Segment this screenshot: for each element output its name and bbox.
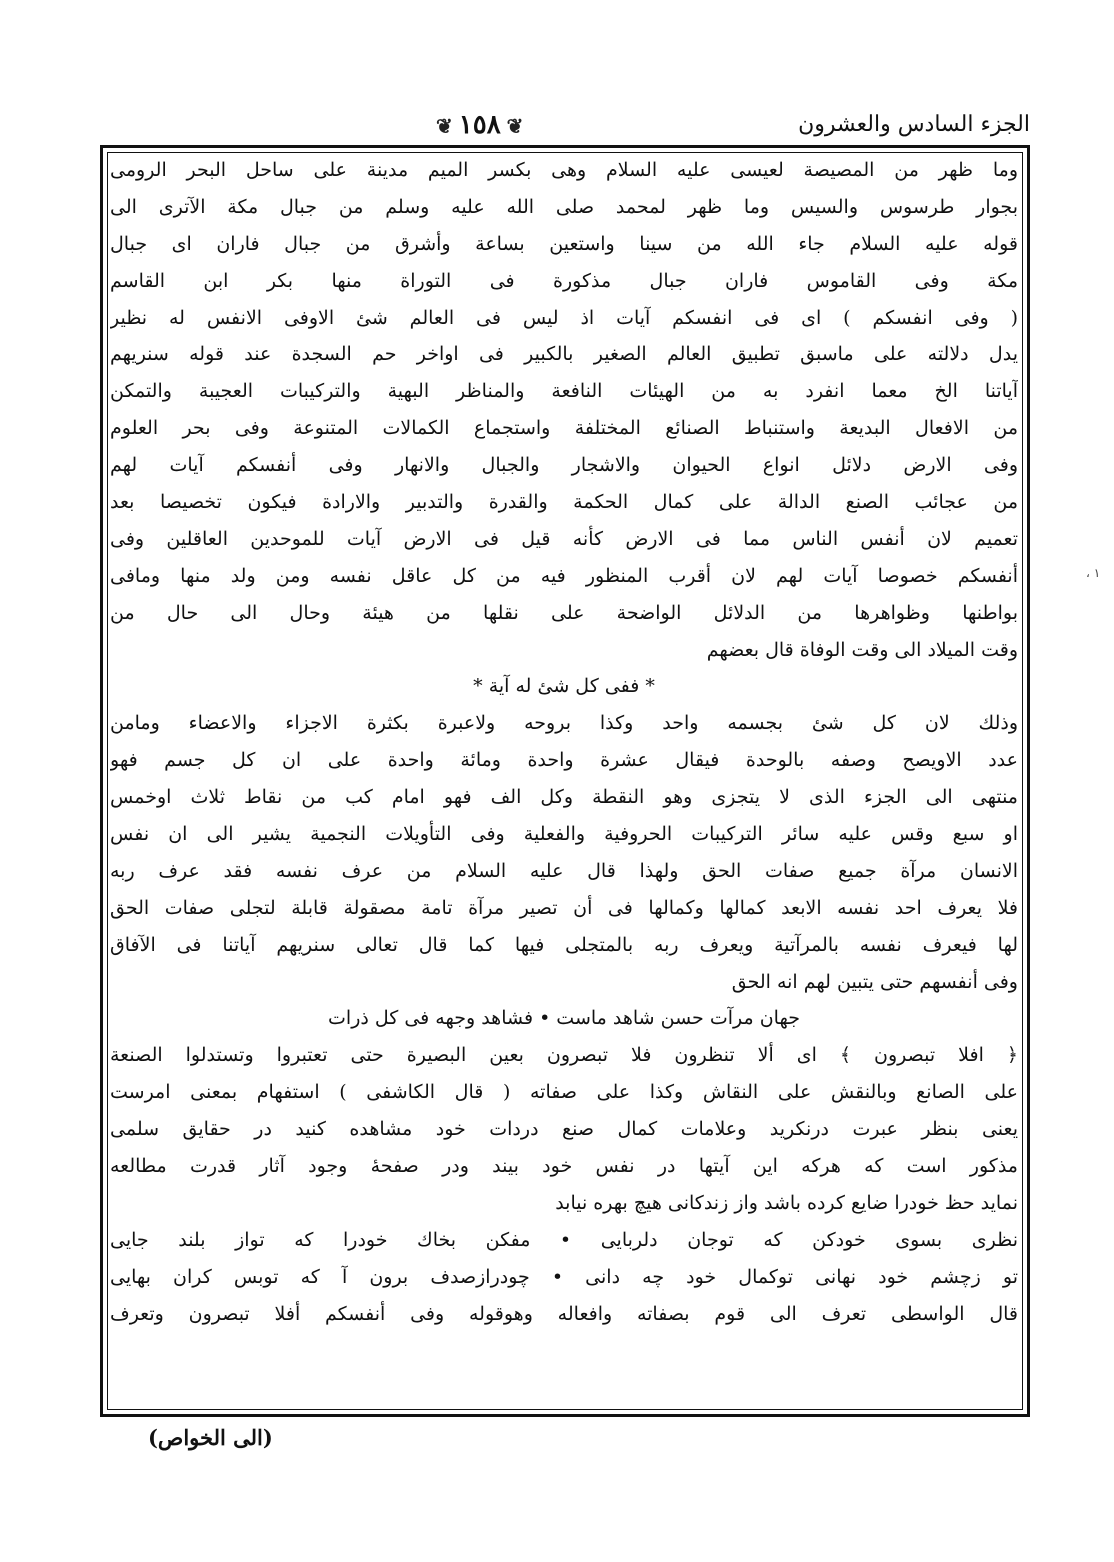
text-line: وقت الميلاد الى وقت الوفاة قال بعضهم	[706, 638, 1018, 661]
text-line: وفى أنفسهم حتى يتبين لهم انه الحق	[731, 970, 1018, 993]
ornament-left-icon: ❦	[436, 114, 453, 138]
text-line: لها فيعرف نفسه بالمرآتية ويعرف ربه بالمتجلى فيها كما قال تعالى سنريهم آياتنا فى الآفاق	[110, 933, 1018, 956]
text-line: يعنى بنظر عبرت درنكريد وعلامات كمال صنع دردات خود مشاهده كنيد در حقايق سلمى	[110, 1118, 1018, 1141]
text-line: من الافعال البديعة واستنباط الصنائع المختلفة واستجماع الكمالات المتنوعة وفى بحر العلوم	[110, 417, 1018, 440]
text-line: قوله عليه السلام جاء الله من سينا واستعين بساعة وأشرق من جبال فاران اى جبال	[110, 232, 1018, 255]
text-line: الانسان مرآة جميع صفات الحق ولهذا قال عليه السلام من عرف نفسه فقد عرف ربه	[110, 859, 1018, 882]
text-line: منتهى الى الجزء الذى لا يتجزى وهو النقطة وكل الف فهو امام كب من نقاط ثلاث اوخمس	[110, 786, 1018, 809]
page-number-value: ١٥٨	[458, 110, 501, 140]
edge-mark: ، ١	[1086, 566, 1101, 580]
catchword: (الى الخواص)	[148, 1425, 273, 1450]
text-line: تعميم لان أنفس الناس مما فى الارض كأنه قيل فى الارض آيات للموحدين العاقلين وفى	[110, 527, 1018, 550]
text-line: قال الواسطى تعرف الى قوم بصفاته وافعاله وهوقوله وفى أنفسكم أفلا تبصرون وتعرف	[110, 1302, 1018, 1325]
page-header	[100, 108, 1030, 144]
text-line: فلا يعرف احد نفسه الابعد كمالها وكمالها فى أن تصير مرآة تامة مصقولة قابلة لتجلى صفات الحق	[110, 896, 1018, 919]
text-line: وما ظهر من المصيصة لعيسى عليه السلام وهى بكسر الميم مدينة على ساحل البحر الرومى	[110, 159, 1018, 181]
text-line: نمايد حظ خودرا ضايع كرده باشد واز زندكانى هيچ بهره نيابد	[555, 1191, 1018, 1214]
text-line: على الصانع وبالنقش على النقاش وكذا على صفاته ( قال الكاشفى ) استفهام بمعنى امرست	[110, 1081, 1018, 1104]
verse-line: * ففى كل شئ له آية *	[473, 675, 655, 698]
text-line: ( وفى انفسكم ) اى فى انفسكم آيات اذ ليس فى العالم شئ الاوفى الانفس له نظير	[110, 306, 1018, 329]
text-line: بجوار طرسوس والسيس وما ظهر لمحمد صلى الله عليه وسلم من جبال مكة الآترى الى	[110, 195, 1018, 218]
text-line: وفى الارض دلائل انواع الحيوان والاشجار والجبال والانهار وفى أنفسكم آيات لهم	[110, 454, 1018, 477]
text-line: بواطنها وظواهرها من الدلائل الواضحة على نقلها من هيئة وحال الى حال من	[110, 601, 1018, 624]
text-body	[110, 152, 1018, 1333]
text-line: مذكور است كه هركه اين آيتها در نفس خود بيند ودر صفحهٔ وجود آثار قدرت مطالعه	[110, 1155, 1018, 1178]
text-line: ﴿ افلا تبصرون ﴾ اى ألا تنظرون فلا تبصرون بعين البصيرة حتى تعتبروا وتستدلوا الصنعة	[110, 1044, 1018, 1067]
section-title: الجزء السادس والعشرون	[798, 112, 1030, 137]
text-line: يدل دلالته على ماسبق تطبيق العالم الصغير بالكبير فى اواخر حم السجدة عند قوله سنريهم	[110, 343, 1018, 366]
verse-line: جهان مرآت حسن شاهد ماست • فشاهد وجهه فى كل ذرات	[328, 1007, 800, 1030]
text-line: أنفسكم خصوصا آيات لهم لان أقرب المنظور فيه من كل عاقل نفسه ومن ولد منها ومافى	[110, 564, 1018, 587]
text-line: من عجائب الصنع الدالة على كمال الحكمة والقدرة والتدبير والارادة فيكون تخصيصا بعد	[110, 491, 1018, 514]
page-number	[430, 110, 529, 140]
verse-line: نظرى بسوى خودكن كه توجان دلربايى • مفكن بخاك خودرا كه تواز بلند جايى	[110, 1228, 1018, 1251]
text-line: وذلك لان كل شئ بجسمه واحد وكذا بروحه ولاعبرة بكثرة الاجزاء والاعضاء ومامن	[110, 712, 1018, 735]
verse-line: تو زچشم خود نهانى توكمال خود چه دانى • چودرازصدف برون آ كه توبس كران بهايى	[110, 1265, 1018, 1288]
ornament-right-icon: ❦	[506, 114, 524, 138]
text-line: مكة وفى القاموس فاران جبال مذكورة فى التوراة منها بكر ابن القاسم	[110, 269, 1018, 292]
text-line: او سبع وقس عليه سائر التركيبات الحروفية والفعلية وفى التأويلات النجمية يشير الى ان نفس	[110, 823, 1018, 846]
text-line: عدد الاويصح وصفه بالوحدة فيقال عشرة واحدة ومائة واحدة على ان كل جسم فهو	[110, 749, 1018, 772]
text-line: آياتنا الخ معما انفرد به من الهيئات النافعة والمناظر البهية والتركيبات العجيبة والتمكن	[110, 380, 1018, 403]
